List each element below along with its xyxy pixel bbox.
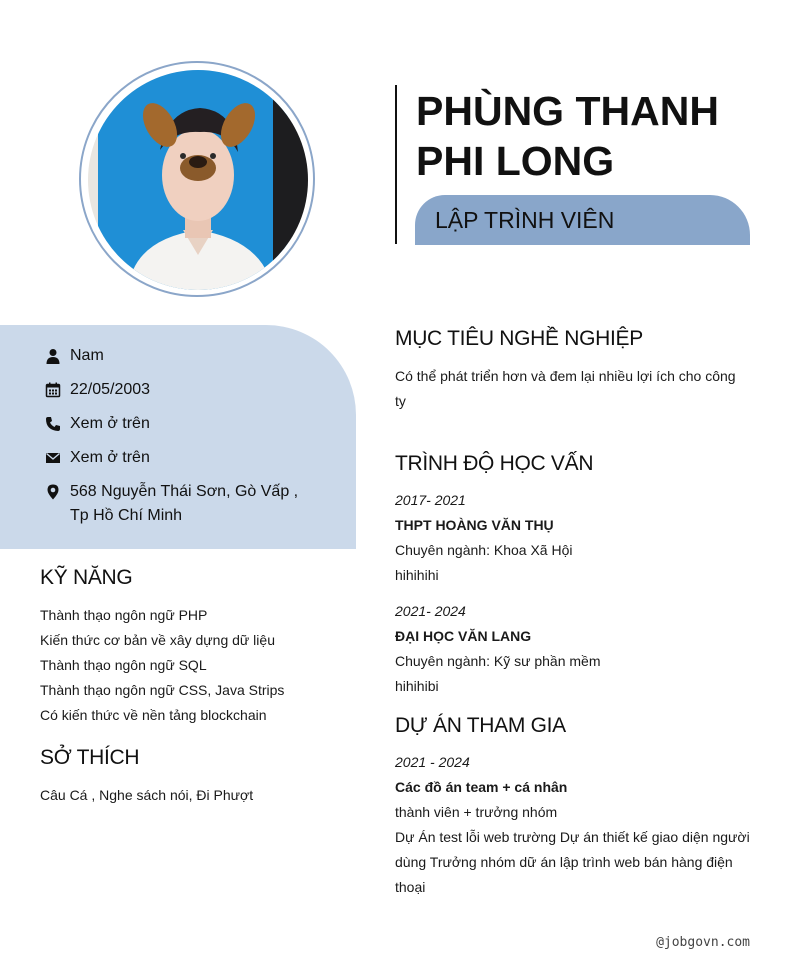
skill-item: Kiến thức cơ bản về xây dựng dữ liệu [40,632,275,648]
skill-item: Có kiến thức về nền tảng blockchain [40,707,267,723]
role-badge [415,195,750,245]
project-name: Các đồ án team + cá nhân [395,779,568,795]
person-icon [44,344,62,368]
objective-text: Có thể phát triển hơn và đem lại nhiều lợi ích cho công ty [395,368,736,409]
mail-icon [44,446,62,470]
education-entry [395,599,750,699]
name-divider [395,85,397,244]
education-school: ĐẠI HỌC VĂN LANG [395,628,532,644]
education-period: 2017- 2021 [395,492,466,508]
avatar [88,70,308,290]
education-period: 2021- 2024 [395,603,466,619]
project-desc-line: Dự Án test lỗi web trường Dự án thiết kế giao diện người [395,829,750,845]
projects-title: DỰ ÁN THAM GIA [395,714,566,737]
watermark: @jobgovn.com [656,935,750,950]
skills-title: KỸ NĂNG [40,566,133,589]
project-entry [395,750,750,900]
education-school: THPT HOÀNG VĂN THỤ [395,517,554,533]
info-address: 568 Nguyễn Thái Sơn, Gò Vấp , Tp Hồ Chí Minh [44,480,320,528]
calendar-icon [44,378,62,402]
role-text: LẬP TRÌNH VIÊN [435,207,615,233]
project-desc-line: thoại [395,879,426,895]
education-major: Chuyên ngành: Kỹ sư phần mềm [395,653,601,669]
objective-title: MỤC TIÊU NGHỀ NGHIỆP [395,327,643,350]
education-note: hihihibi [395,678,439,694]
avatar-photo [88,70,308,290]
info-email: Xem ở trên [44,446,320,470]
education-note: hihihihi [395,567,439,583]
candidate-name [416,86,776,186]
skill-item: Thành thạo ngôn ngữ CSS, Java Strips [40,682,285,698]
info-gender: Nam [44,344,320,368]
skill-item: Thành thạo ngôn ngữ PHP [40,607,208,623]
education-major: Chuyên ngành: Khoa Xã Hội [395,542,573,558]
project-role: thành viên + trưởng nhóm [395,804,558,820]
name-line-1: PHÙNG THANH [416,88,719,134]
project-desc-line: dùng Trưởng nhóm dữ án lập trình web bán hàng điện [395,854,733,870]
info-phone: Xem ở trên [44,412,320,436]
skills-list [40,603,284,728]
info-birthday: 22/05/2003 [44,378,320,402]
name-line-2: PHI LONG [416,138,615,184]
education-entry [395,488,750,588]
skill-item: Thành thạo ngôn ngữ SQL [40,657,207,673]
education-title: TRÌNH ĐỘ HỌC VẤN [395,452,594,475]
phone-icon [44,412,62,436]
location-pin-icon [44,480,62,504]
hobbies-text: Câu Cá , Nghe sách nói, Đi Phượt [40,787,254,803]
project-period: 2021 - 2024 [395,754,470,770]
hobbies-title: SỞ THÍCH [40,746,140,769]
